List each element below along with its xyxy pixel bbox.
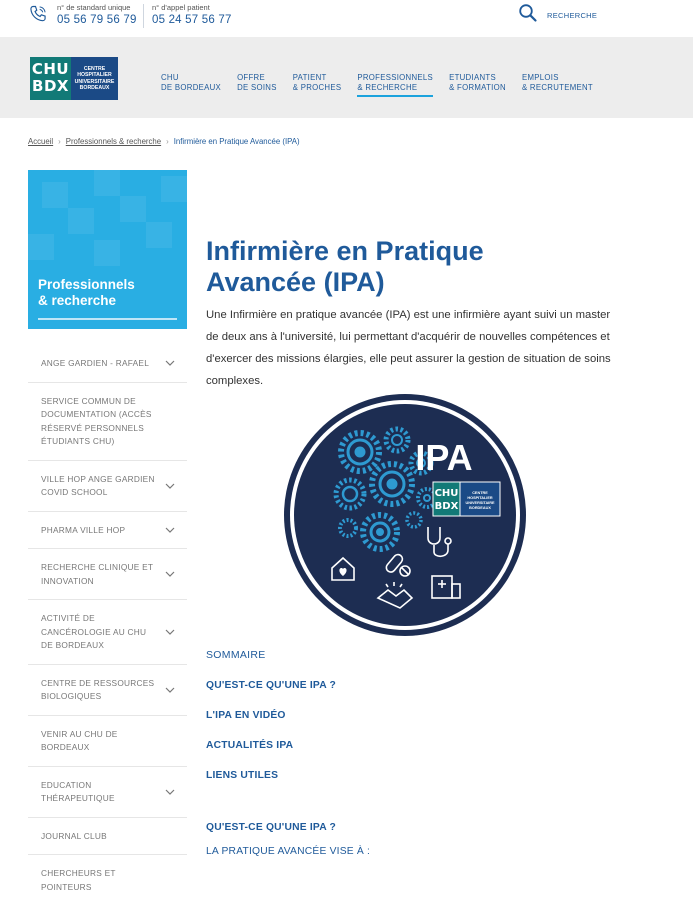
sidebar-item-label: VILLE HOP ANGE GARDIEN COVID SCHOOL [41,473,155,497]
hero-pattern-tile [94,240,120,266]
sidebar-item-cancerologie[interactable] [28,600,187,665]
breadcrumb-section[interactable]: Professionnels & recherche [65,137,162,146]
sidebar-hero-line2: & recherche [38,292,117,308]
phone-divider [143,4,144,28]
sidebar-item-pharma[interactable] [28,512,187,550]
logo-line1: CHU [31,60,70,78]
logo-subtitle-2: HOSPITALIER [77,72,112,79]
ipa-illustration [282,392,528,638]
hero-pattern-tile [161,176,187,202]
chu-logo[interactable] [30,57,118,100]
nav-item-etudiants[interactable] [449,73,506,97]
nav-item-offre[interactable] [237,73,277,97]
chevron-down-icon[interactable] [165,483,175,489]
section-subheading: LA PRATIQUE AVANCÉE VISE À : [206,846,371,857]
sidebar-item-chercheurs[interactable] [28,855,187,905]
logo-subtitle-1: CENTRE [83,66,106,72]
sidebar-item-ressources[interactable] [28,665,187,716]
ipa-logo-line2: BDX [434,501,459,512]
hero-pattern-tile [28,234,54,260]
phone-icon [28,4,48,24]
hero-pattern-tile [120,196,146,222]
sidebar-item-recherche[interactable] [28,549,187,600]
site-header [0,37,693,118]
breadcrumb-current: Infirmière en Pratique Avancée (IPA) [173,137,300,146]
nav-label-line1: ETUDIANTS [449,73,496,82]
section-heading: QU'EST-CE QU'UNE IPA ? [206,822,337,833]
page-title [206,236,484,298]
breadcrumb-home[interactable]: Accueil [28,137,54,146]
appel-label: n° d'appel patient [152,3,210,12]
sidebar-item-label: CHERCHEURS ET POINTEURS [41,868,116,892]
nav-item-emplois[interactable] [522,73,593,97]
toc-link-video[interactable]: L'IPA EN VIDÉO [206,710,286,721]
standard-phone[interactable] [57,3,137,28]
sidebar-item-documentation[interactable] [28,383,187,461]
breadcrumb-separator: › [58,137,61,146]
hero-pattern-tile [68,208,94,234]
sidebar-item-journal-club[interactable] [28,818,187,856]
page-title-line1: Infirmière en Pratique [206,236,484,266]
nav-label-line2: & FORMATION [449,82,506,92]
sidebar-item-ange-gardien[interactable] [28,345,187,383]
toc-link-quest-ce[interactable]: QU'EST-CE QU'UNE IPA ? [206,680,337,691]
nav-label-line2: & PROCHES [292,82,342,92]
sidebar-hero-underline [38,318,177,320]
nav-label-line2: DE BORDEAUX [161,82,222,92]
sidebar-item-label: EDUCATION THÉRAPEUTIQUE [41,779,115,803]
sidebar-menu [28,345,187,905]
chevron-down-icon[interactable] [165,789,175,795]
sidebar-item-education[interactable] [28,767,187,818]
chevron-down-icon[interactable] [165,571,175,577]
sidebar-item-label: ACTIVITÉ DE CANCÉROLOGIE AU CHU DE BORDEAUX [41,613,147,650]
ipa-logo-sub-4: BORDEAUX [469,506,491,510]
nav-label-line1: OFFRE [237,73,265,82]
nav-label-line1: PATIENT [292,73,327,82]
logo-subtitle-3: UNIVERSITAIRE [74,78,115,85]
sidebar-hero-title [38,277,135,308]
sidebar-hero-line1: Professionnels [38,277,135,292]
chevron-down-icon[interactable] [165,527,175,533]
ipa-badge-text: IPA [415,437,473,478]
nav-label-line2: & RECRUTEMENT [521,82,593,92]
hero-pattern-tile [94,170,120,196]
breadcrumb-separator: › [166,137,169,146]
logo-mark [30,57,71,100]
page-title-line2: Avancée (IPA) [206,267,385,297]
nav-item-chu[interactable] [161,73,221,97]
breadcrumb [28,137,300,146]
standard-label: n° de standard unique [57,3,131,12]
ipa-chu-logo [433,482,500,516]
sidebar-item-label: PHARMA VILLE HOP [41,524,126,535]
chevron-down-icon[interactable] [165,629,175,635]
nav-item-patient[interactable] [293,73,342,97]
hero-pattern-tile [146,222,172,248]
logo-subtitle [71,57,118,100]
nav-label-line2: & RECHERCHE [357,82,418,92]
main-nav [161,73,609,97]
ipa-logo-sub-2: HOSPITALIER [467,496,493,500]
nav-label-line1: EMPLOIS [521,73,559,82]
ipa-logo-sub-1: CENTRE [472,491,488,495]
nav-label-line2: DE SOINS [237,82,277,92]
search-button[interactable]: RECHERCHE [547,11,598,20]
logo-line2: BDX [32,77,69,95]
hero-pattern-tile [42,182,68,208]
sidebar-item-label: VENIR AU CHU DE BORDEAUX [41,728,118,752]
nav-label-line1: CHU [161,73,179,82]
nav-label-line1: PROFESSIONNELS [357,73,434,82]
nav-item-professionnels[interactable] [357,73,433,97]
sidebar-item-label: ANGE GARDIEN - RAFAEL [41,358,150,368]
chevron-down-icon[interactable] [165,687,175,693]
ipa-logo-line1: CHU [434,488,459,499]
standard-number[interactable]: 05 56 79 56 79 [57,14,137,26]
intro-paragraph: Une Infirmière en pratique avancée (IPA) est une infirmière ayant suivi un master de deux ans à l'université, lui permettant d'acquérir de nouvelles compétences et d'exercer des missions élargies, elle peut assurer la gestion de situation de soins complexes. [206,309,611,387]
patient-phone[interactable] [152,3,232,28]
sidebar-item-label: SERVICE COMMUN DE DOCUMENTATION (ACCÈS RÉSERVÉ PERSONNELS ÉTUDIANTS CHU) [41,395,152,446]
sidebar-item-label: CENTRE DE RESSOURCES BIOLOGIQUES [41,677,155,701]
sidebar-item-label: RECHERCHE CLINIQUE ET INNOVATION [41,562,154,586]
search-icon[interactable] [518,3,538,23]
ipa-logo-sub-3: UNIVERSITAIRE [465,501,495,505]
toc-label: SOMMAIRE [206,649,266,661]
chevron-down-icon[interactable] [165,360,175,366]
logo-subtitle-4: BORDEAUX [79,85,110,92]
top-bar [0,0,693,37]
sidebar-item-label: JOURNAL CLUB [41,830,107,841]
sidebar-hero [28,170,187,329]
appel-number[interactable]: 05 24 57 56 77 [152,14,232,26]
sidebar-item-venir[interactable] [28,716,187,767]
sidebar-item-covid-school[interactable] [28,461,187,512]
toc-link-liens[interactable]: LIENS UTILES [206,770,279,781]
toc-link-actualites[interactable]: ACTUALITÉS IPA [206,740,294,751]
